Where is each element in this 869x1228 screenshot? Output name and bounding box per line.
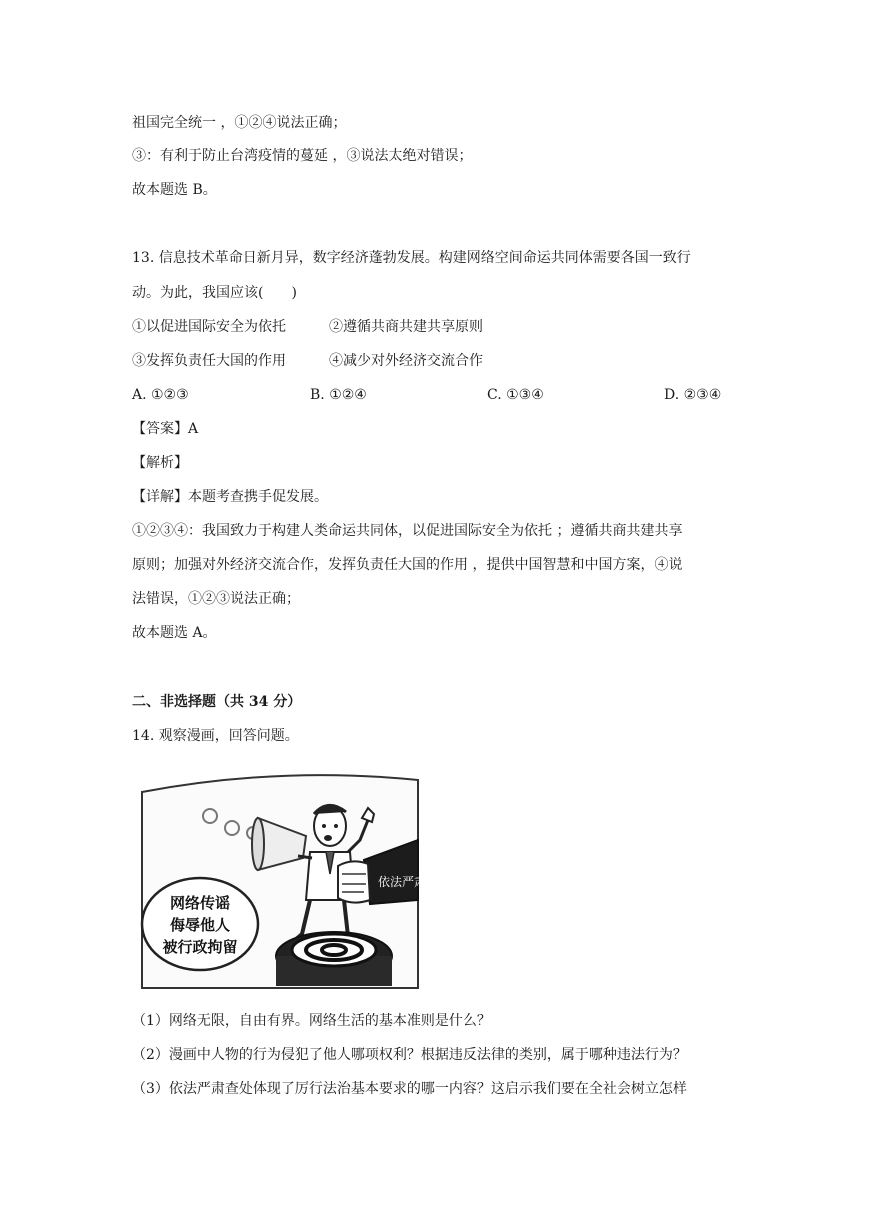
q13-stem-line-1: 13. 信息技术革命日新月异，数字经济蓬勃发展。构建网络空间命运共同体需要各国一致行	[132, 250, 691, 266]
q13-explain-line-1: ①②③④：我国致力于构建人类命运共同体，以促进国际安全为依托 ；遵循共商共建共享	[132, 523, 683, 539]
cartoon-illustration	[138, 770, 451, 992]
prev-explanation-line-2: ③：有利于防止台湾疫情的蔓延 ，③说法太绝对错误；	[132, 148, 473, 164]
q13-detail: 【详解】本题考查携手促发展。	[132, 489, 328, 505]
q13-option-c: C. ①③④	[487, 387, 544, 403]
q13-stem-line-2: 动。为此，我国应该( )	[132, 285, 297, 301]
q13-option-a: A. ①②③	[132, 387, 189, 403]
q13-conclusion: 故本题选 A。	[132, 625, 217, 641]
q14-sub-2: （2）漫画中人物的行为侵犯了他人哪项权利？根据违反法律的类别，属于哪种违法行为？	[132, 1047, 687, 1063]
section-2-title: 二、非选择题（共 34 分）	[132, 694, 302, 710]
caption-line-1: 网络传谣	[169, 894, 231, 912]
q13-item-1: ①以促进国际安全为依托	[132, 319, 286, 335]
q14-sub-1: （1）网络无限，自由有界。网络生活的基本准则是什么？	[132, 1013, 491, 1029]
q13-option-b: B. ①②④	[310, 387, 367, 403]
q14-stem: 14. 观察漫画，回答问题。	[132, 728, 299, 744]
q13-analysis-title: 【解析】	[132, 455, 188, 471]
sleeve-text: 依法严肃查处	[378, 875, 451, 889]
q13-explain-line-3: 法错误，①②③说法正确；	[132, 591, 300, 607]
at-sign-icon	[276, 932, 392, 986]
q13-explain-line-2: 原则；加强对外经济交流合作，发挥负责任大国的作用 ，提供中国智慧和中国方案，④说	[132, 557, 683, 573]
prev-conclusion: 故本题选 B。	[132, 182, 217, 198]
caption-line-3: 被行政拘留	[162, 938, 238, 956]
q13-option-d: D. ②③④	[664, 387, 722, 403]
q14-sub-3: （3）依法严肃查处体现了厉行法治基本要求的哪一内容？这启示我们要在全社会树立怎样	[132, 1081, 687, 1097]
caption-line-2: 侮辱他人	[169, 916, 231, 934]
q13-item-3: ③发挥负责任大国的作用	[132, 353, 286, 369]
q13-answer: 【答案】A	[132, 421, 199, 437]
q13-item-2: ②遵循共商共建共享原则	[329, 319, 483, 335]
q13-item-4: ④减少对外经济交流合作	[329, 353, 483, 369]
prev-explanation-line-1: 祖国完全统一 ，①②④说法正确；	[132, 115, 347, 131]
